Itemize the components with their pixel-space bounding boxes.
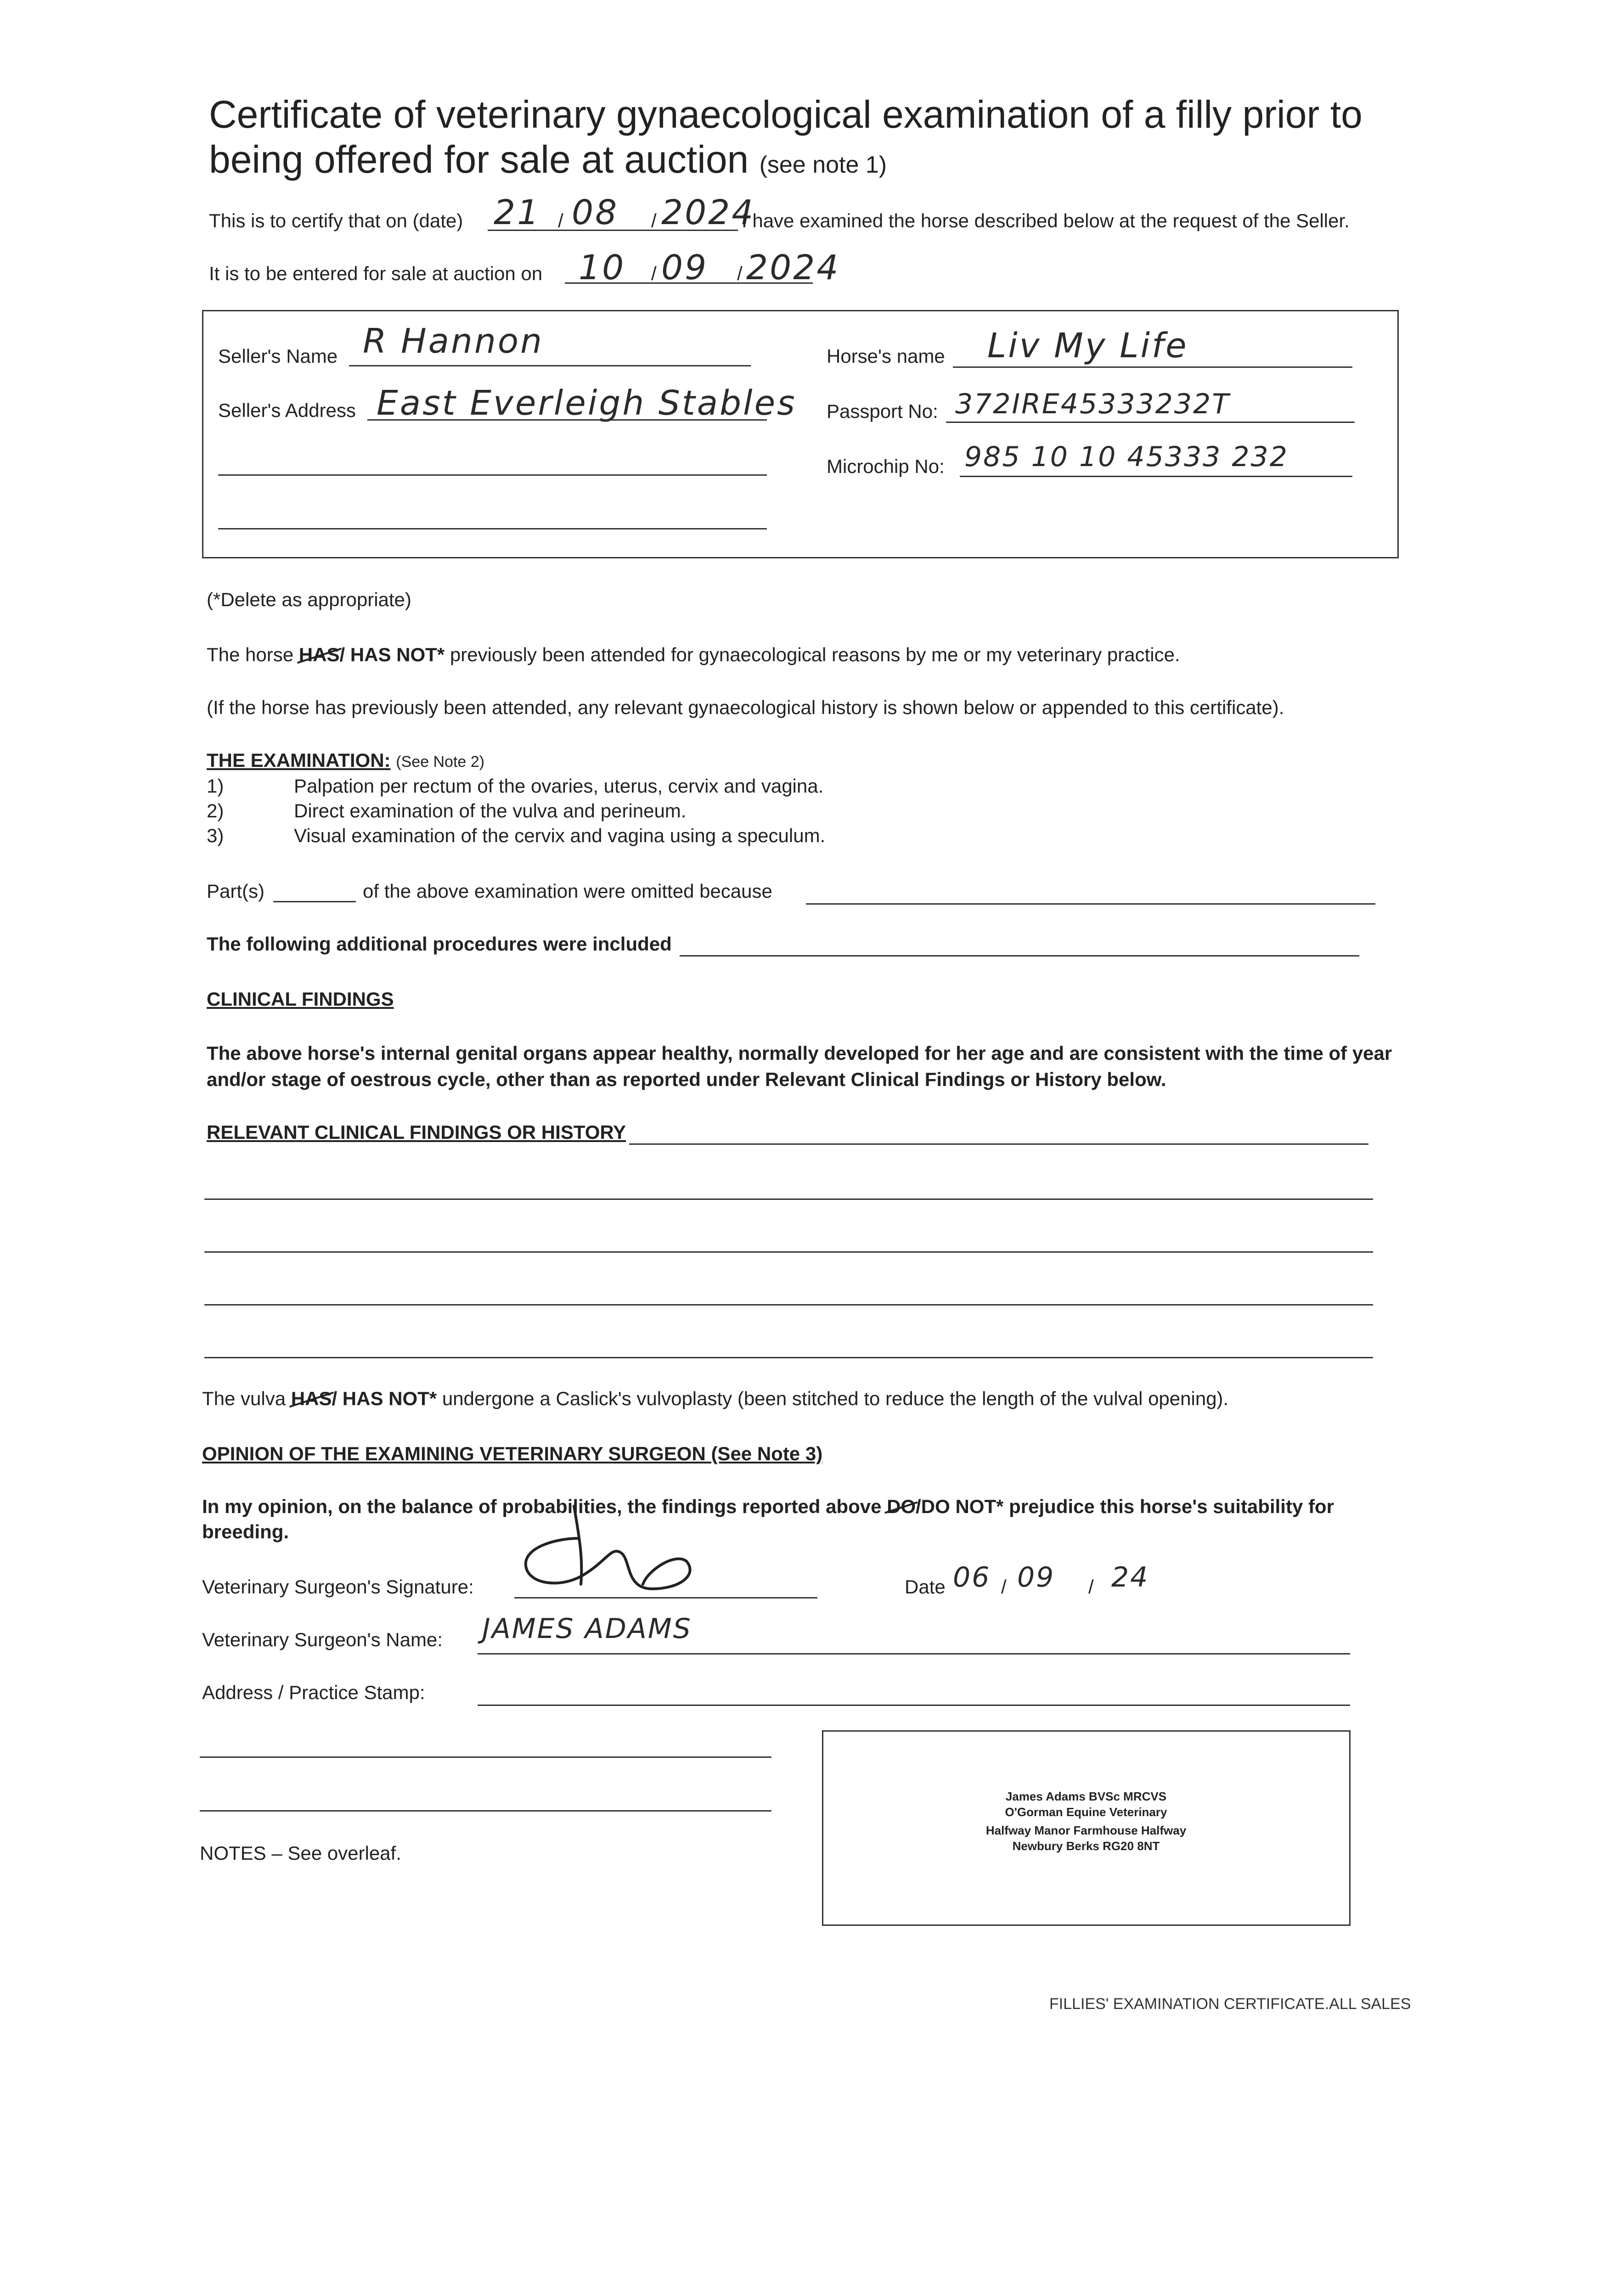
relevant-findings-line-2 <box>204 1199 1373 1200</box>
attended-prefix: The horse <box>207 644 294 665</box>
additional-procedures-label: The following additional procedures were included <box>207 933 672 955</box>
relevant-findings-line-4 <box>204 1304 1373 1306</box>
auction-year: 2024 <box>746 248 840 287</box>
omitted-reason-line <box>806 903 1375 905</box>
opinion-heading: OPINION OF THE EXAMINING VETERINARY SURGEON (See Note 3) <box>202 1443 823 1464</box>
opinion-do-struck: DO <box>887 1495 916 1519</box>
certify-date-line <box>488 230 738 231</box>
relevant-findings-line-3 <box>204 1251 1373 1253</box>
surgeon-name-value: JAMES ADAMS <box>482 1613 692 1645</box>
certify-suffix: I have examined the horse described below at the request of the Seller. <box>742 210 1350 231</box>
certify-year: 2024 <box>661 193 755 232</box>
auction-date-line <box>565 282 813 284</box>
auction-month: 09 <box>661 248 709 287</box>
attended-statement <box>207 643 1180 667</box>
list-item-number: 1) <box>207 775 224 797</box>
seller-address-line-1 <box>367 419 767 421</box>
examination-heading <box>207 748 484 774</box>
date-separator: / <box>1001 1576 1007 1598</box>
page-title <box>209 92 1362 187</box>
title-line-2-text: being offered for sale at auction <box>209 138 749 181</box>
seller-address-value: East Everleigh Stables <box>377 383 797 423</box>
signature-line <box>514 1597 817 1598</box>
signature-date-day: 06 <box>953 1561 991 1593</box>
examination-heading-text: THE EXAMINATION: <box>207 749 391 771</box>
notes-overleaf: NOTES – See overleaf. <box>200 1842 401 1864</box>
seller-name-label: Seller's Name <box>218 345 338 367</box>
omitted-parts-line <box>273 901 356 902</box>
seller-address-line-3 <box>218 528 767 529</box>
stamp-line-4: Newbury Berks RG20 8NT <box>1012 1839 1160 1853</box>
practice-stamp <box>822 1789 1350 1854</box>
examination-heading-note: (See Note 2) <box>396 753 484 771</box>
stamp-line-3: Halfway Manor Farmhouse Halfway <box>985 1823 1187 1837</box>
date-separator: / <box>651 210 657 231</box>
opinion-text-1b: /DO NOT* prejudice this horse's suitability for <box>916 1496 1334 1517</box>
list-item <box>207 774 1217 798</box>
opinion-text-1 <box>202 1495 1334 1519</box>
address-line-2 <box>200 1810 771 1812</box>
clinical-findings-text-1: The above horse's internal genital organs appear healthy, normally developed for her age and are consistent with the time of year <box>207 1042 1392 1064</box>
signature-mark <box>505 1497 716 1607</box>
list-item-text: Visual examination of the cervix and vagina using a speculum. <box>294 825 826 846</box>
vulva-has-not: / HAS NOT* <box>332 1388 437 1409</box>
additional-procedures-line <box>680 955 1359 957</box>
auction-prefix: It is to be entered for sale at auction on <box>209 263 543 284</box>
vulva-statement <box>202 1387 1228 1411</box>
relevant-findings-line-5 <box>204 1357 1373 1358</box>
vulva-suffix: undergone a Caslick's vulvoplasty (been stitched to reduce the length of the vulval opening). <box>442 1388 1229 1409</box>
stamp-line-2: O'Gorman Equine Veterinary <box>1005 1805 1167 1819</box>
seller-name-line <box>349 365 751 366</box>
omitted-prefix: Part(s) <box>207 880 265 902</box>
attended-has-not: / HAS NOT* <box>339 644 445 665</box>
date-separator: / <box>737 263 743 284</box>
title-line-2 <box>209 137 1362 187</box>
list-item-number: 2) <box>207 800 224 822</box>
title-note: (see note 1) <box>759 152 887 178</box>
signature-date-month: 09 <box>1017 1561 1055 1593</box>
date-separator: / <box>558 210 563 231</box>
signature-label: Veterinary Surgeon's Signature: <box>202 1576 474 1598</box>
surgeon-name-label: Veterinary Surgeon's Name: <box>202 1629 443 1650</box>
footer-label: FILLIES' EXAMINATION CERTIFICATE.ALL SALES <box>1049 1995 1411 2013</box>
seller-address-label: Seller's Address <box>218 400 356 421</box>
signature-date-year: 24 <box>1111 1561 1149 1593</box>
stamp-line-1: James Adams BVSc MRCVS <box>1005 1790 1167 1803</box>
omitted-mid: of the above examination were omitted because <box>363 880 772 902</box>
title-line-1: Certificate of veterinary gynaecological examination of a filly prior to <box>209 93 1362 136</box>
seller-address-line-2 <box>218 474 767 476</box>
attended-suffix: previously been attended for gynaecological reasons by me or my veterinary practice. <box>450 644 1180 665</box>
list-item-text: Palpation per rectum of the ovaries, uterus, cervix and vagina. <box>294 775 824 797</box>
relevant-findings-line-1 <box>629 1143 1368 1145</box>
practice-stamp-label: Address / Practice Stamp: <box>202 1682 425 1703</box>
delete-note: (*Delete as appropriate) <box>207 589 411 610</box>
signature-date-label: Date <box>905 1576 946 1598</box>
surgeon-name-line <box>478 1653 1350 1654</box>
passport-value: 372IRE45333232T <box>955 388 1230 420</box>
horse-name-line <box>953 366 1352 368</box>
auction-day: 10 <box>579 248 626 287</box>
microchip-value: 985 10 10 45333 232 <box>964 441 1289 473</box>
passport-line <box>946 422 1355 423</box>
certify-month: 08 <box>572 193 619 232</box>
clinical-findings-text-2: and/or stage of oestrous cycle, other than as reported under Relevant Clinical Findings or History below. <box>207 1069 1166 1090</box>
certify-day: 21 <box>494 193 541 232</box>
list-item-text: Direct examination of the vulva and perineum. <box>294 800 687 822</box>
opinion-text-1a: In my opinion, on the balance of probabilities, the findings reported above <box>202 1496 882 1517</box>
horse-name-value: Liv My Life <box>987 326 1188 366</box>
seller-name-value: R Hannon <box>363 321 544 361</box>
passport-label: Passport No: <box>827 400 938 422</box>
microchip-label: Microchip No: <box>827 456 945 477</box>
certify-prefix: This is to certify that on (date) <box>209 210 463 231</box>
clinical-findings-heading: CLINICAL FINDINGS <box>207 988 394 1010</box>
address-line-1 <box>200 1756 771 1758</box>
list-item <box>207 824 1217 848</box>
relevant-findings-heading: RELEVANT CLINICAL FINDINGS OR HISTORY <box>207 1121 626 1143</box>
horse-name-label: Horse's name <box>827 345 945 367</box>
vulva-has-struck: HAS <box>291 1387 332 1411</box>
date-separator: / <box>1088 1576 1094 1598</box>
opinion-text-2: breeding. <box>202 1521 289 1542</box>
list-item-number: 3) <box>207 825 224 846</box>
date-separator: / <box>651 263 657 284</box>
practice-stamp-line <box>478 1705 1350 1706</box>
list-item <box>207 799 1217 823</box>
attended-has-struck: HAS <box>299 643 340 667</box>
microchip-line <box>960 476 1352 477</box>
history-note: (If the horse has previously been attended, any relevant gynaecological history is shown below or appended to this certificate). <box>207 697 1284 718</box>
vulva-prefix: The vulva <box>202 1388 286 1409</box>
